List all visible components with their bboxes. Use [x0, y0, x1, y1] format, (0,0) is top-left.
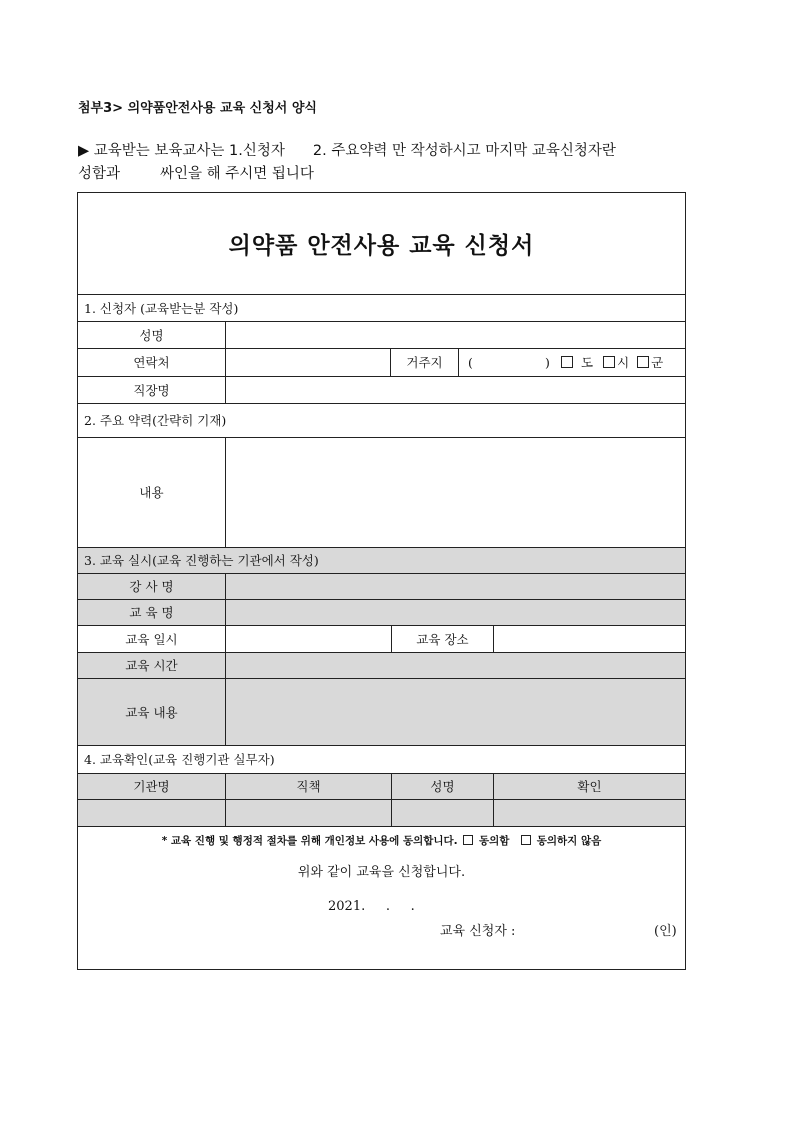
name-field[interactable]: [226, 321, 685, 348]
disagree-label: 동의하지 않음: [536, 835, 602, 847]
application-date: 2021. . .: [328, 899, 415, 914]
privacy-consent: [78, 826, 685, 848]
col-org: 기관명: [133, 779, 170, 794]
col-name: 성명: [430, 779, 455, 794]
si-checkbox[interactable]: [603, 356, 615, 368]
instructor-label: 강 사 명: [129, 579, 174, 594]
edu-time-label: 교육 시간: [125, 658, 178, 673]
residence-close-paren: ): [545, 354, 550, 370]
career-content-label: 내용: [139, 485, 164, 500]
gun-checkbox[interactable]: [637, 356, 649, 368]
consent-text: * 교육 진행 및 행정적 절차를 위해 개인정보 사용에 동의합니다.: [161, 835, 458, 847]
staff-name-field[interactable]: [392, 800, 493, 826]
section4-heading: 4. 교육확인(교육 진행기관 실무자): [84, 752, 275, 767]
do-checkbox[interactable]: [561, 356, 573, 368]
attachment-title: 첨부3> 의약품안전사용 교육 신청서 양식: [78, 101, 317, 116]
course-label: 교 육 명: [129, 605, 174, 620]
instruction-line1-a: ▶ 교육받는 보육교사는 1.신청자: [78, 143, 285, 159]
edu-content-field[interactable]: [226, 679, 685, 745]
form-title: 의약품 안전사용 교육 신청서: [78, 193, 685, 295]
instructor-field[interactable]: [226, 573, 685, 599]
instruction-text: [78, 140, 718, 186]
residence-label: 거주지: [406, 355, 443, 370]
residence-field[interactable]: [459, 348, 685, 376]
agree-label: 동의함: [479, 835, 510, 847]
contact-label: 연락처: [133, 355, 170, 370]
name-label: 성명: [139, 327, 164, 343]
do-option: 도: [581, 355, 594, 370]
confirm-field[interactable]: [494, 800, 685, 826]
edu-date-label: 교육 일시: [125, 631, 178, 647]
workplace-label: 직장명: [133, 382, 170, 398]
instruction-line1-b: 2. 주요약력 만 작성하시고 마지막 교육신청자란: [312, 143, 616, 159]
gun-option: 군: [651, 355, 664, 370]
seal-label: (인): [654, 924, 677, 939]
col-confirm: 확인: [577, 779, 602, 794]
edu-content-label: 교육 내용: [125, 705, 178, 720]
section2-heading: 2. 주요 약력(간략히 기재): [84, 413, 227, 428]
contact-field[interactable]: [226, 348, 390, 376]
residence-open-paren: (: [468, 354, 473, 370]
closing-statement: 위와 같이 교육을 신청합니다.: [297, 865, 466, 880]
career-content-field[interactable]: [226, 437, 685, 547]
position-field[interactable]: [226, 800, 391, 826]
application-form: [77, 192, 686, 970]
instruction-line2-b: 싸인을 해 주시면 됩니다: [160, 166, 314, 182]
section3-heading: 3. 교육 실시(교육 진행하는 기관에서 작성): [84, 553, 319, 568]
edu-time-field[interactable]: [226, 652, 685, 678]
org-field[interactable]: [78, 800, 225, 826]
edu-date-field[interactable]: [226, 625, 391, 652]
instruction-line2-a: 성함과: [78, 166, 121, 182]
edu-place-label: 교육 장소: [416, 631, 469, 647]
edu-place-field[interactable]: [494, 625, 685, 652]
applicant-label: 교육 신청자 :: [440, 924, 516, 939]
si-option: 시: [617, 355, 630, 370]
section1-heading: 1. 신청자 (교육받는분 작성): [84, 300, 239, 316]
workplace-field[interactable]: [226, 376, 685, 403]
agree-checkbox[interactable]: [463, 835, 473, 845]
disagree-checkbox[interactable]: [521, 835, 531, 845]
course-field[interactable]: [226, 599, 685, 625]
col-position: 직책: [296, 779, 321, 794]
